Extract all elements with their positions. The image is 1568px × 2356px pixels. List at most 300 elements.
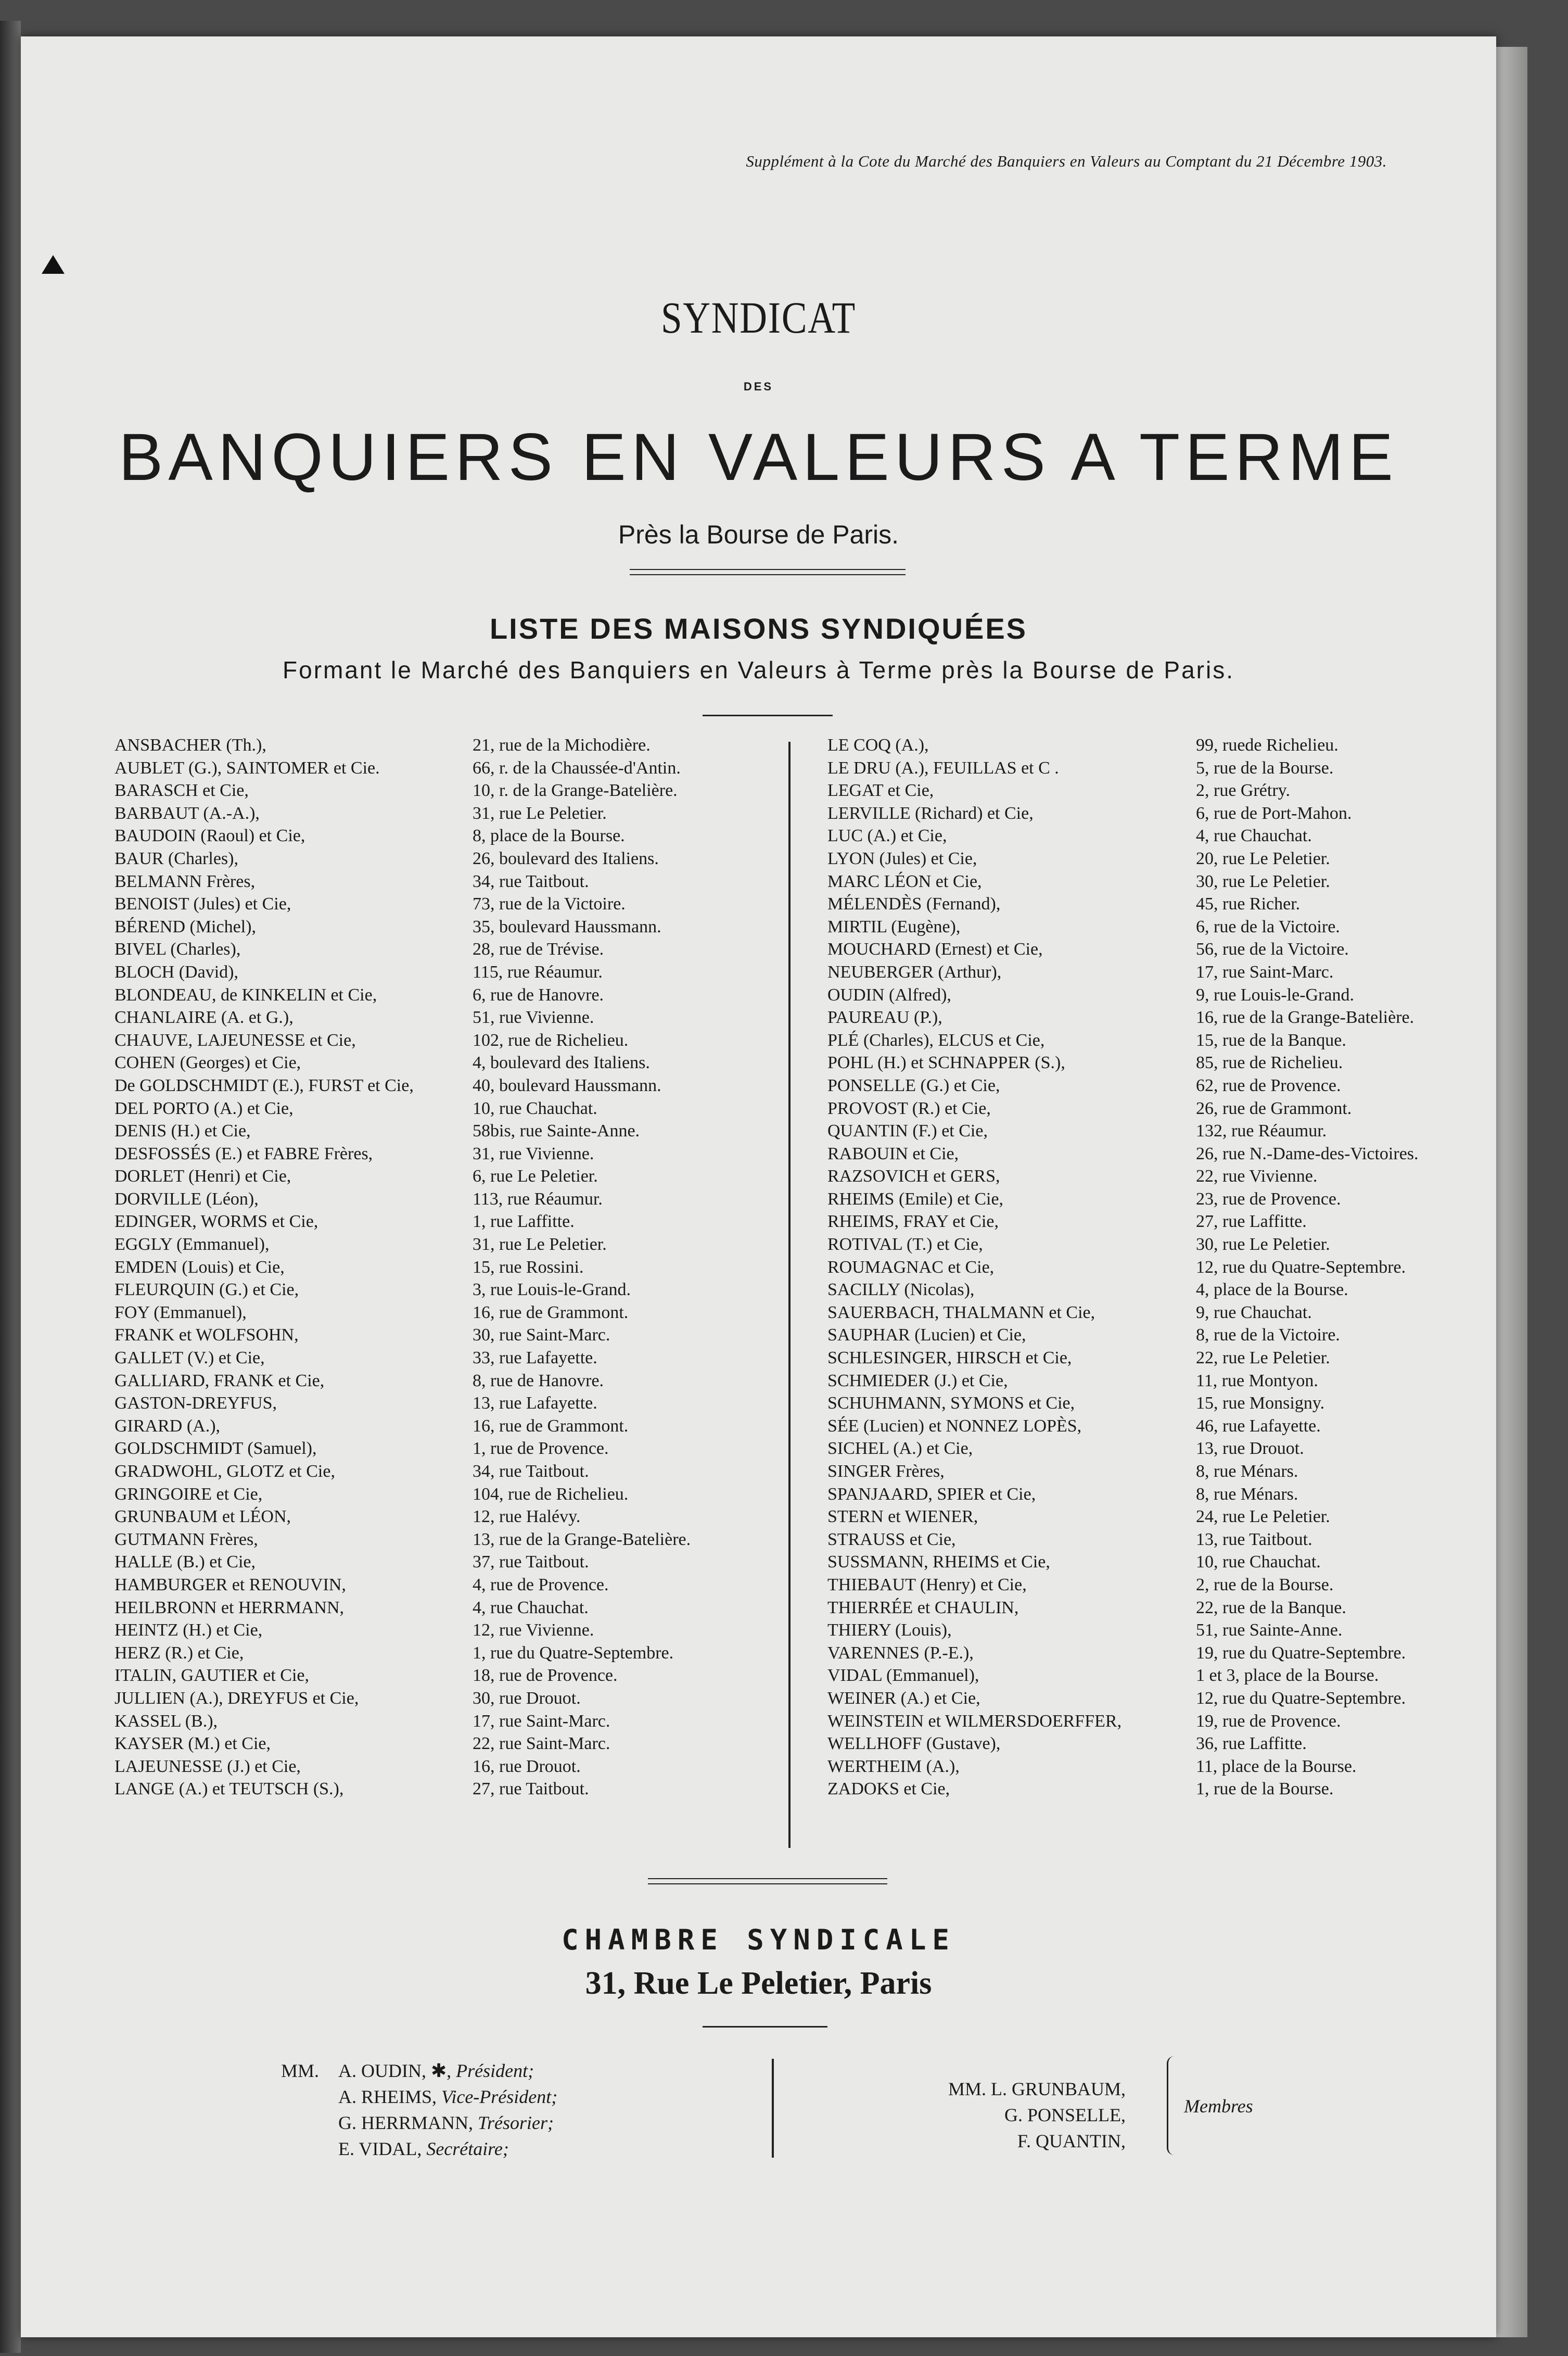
list-item <box>114 1347 760 1370</box>
supplement-note: Supplément à la Cote du Marché des Banquiers en Valeurs au Comptant du 21 Décembre 1903. <box>746 152 1387 170</box>
firm-name: PONSELLE (G.) et Cie, <box>827 1075 1000 1095</box>
firm-name: BIVEL (Charles), <box>114 940 241 959</box>
firm-name: BLOCH (David), <box>114 962 238 982</box>
list-item <box>114 938 760 961</box>
list-item <box>114 1415 760 1438</box>
firm-name: ANSBACHER (Th.), <box>114 736 266 755</box>
firm-address: 22, rue Le Peletier. <box>1196 1348 1330 1368</box>
list-item <box>827 1029 1483 1052</box>
firm-address: 1, rue de la Bourse. <box>1196 1779 1334 1799</box>
column-divider <box>788 742 791 1848</box>
firm-name: STERN et WIENER, <box>827 1507 978 1527</box>
firm-address: 8, rue Ménars. <box>1196 1484 1298 1504</box>
list-item <box>114 961 760 984</box>
list-item <box>827 1755 1483 1778</box>
member-name: L. GRUNBAUM, <box>991 2079 1126 2099</box>
firm-name: FLEURQUIN (G.) et Cie, <box>114 1280 299 1300</box>
firm-name: DORVILLE (Léon), <box>114 1189 259 1209</box>
list-item <box>827 984 1483 1007</box>
list-item <box>827 1301 1483 1324</box>
firm-name: DORLET (Henri) et Cie, <box>114 1167 291 1186</box>
firm-address: 16, rue de la Grange-Batelière. <box>1196 1008 1414 1028</box>
firm-name: MARC LÉON et Cie, <box>827 871 982 891</box>
officer-name: G. HERRMANN, <box>338 2112 474 2133</box>
firm-name: GIRARD (A.), <box>114 1416 221 1436</box>
list-item <box>827 961 1483 984</box>
officer-row <box>281 2110 557 2136</box>
firm-address: 1, rue Laffitte. <box>473 1212 575 1232</box>
firm-name: RABOUIN et Cie, <box>827 1144 959 1163</box>
list-item <box>114 847 760 870</box>
firm-name: CHAUVE, LAJEUNESSE et Cie, <box>114 1030 356 1050</box>
firm-name: HEINTZ (H.) et Cie, <box>114 1620 263 1640</box>
list-item <box>827 1460 1483 1483</box>
list-item <box>827 779 1483 802</box>
firm-address: 62, rue de Provence. <box>1196 1075 1341 1095</box>
officer-name: A. OUDIN, ✱, <box>338 2060 452 2081</box>
firm-name: WELLHOFF (Gustave), <box>827 1734 1001 1754</box>
firm-address: 15, rue Rossini. <box>473 1257 584 1277</box>
firm-address: 4, rue de Provence. <box>473 1575 609 1594</box>
list-item <box>114 1551 760 1574</box>
officer-role: Président; <box>456 2060 534 2081</box>
firm-name: LYON (Jules) et Cie, <box>827 848 977 868</box>
firm-address: 115, rue Réaumur. <box>473 962 603 982</box>
list-item <box>827 734 1483 757</box>
firm-name: SUSSMANN, RHEIMS et Cie, <box>827 1552 1050 1572</box>
list-item <box>114 984 760 1007</box>
brace-icon <box>1167 2056 1179 2155</box>
firm-address: 23, rue de Provence. <box>1196 1189 1341 1209</box>
firm-address: 37, rue Taitbout. <box>473 1552 589 1572</box>
firm-address: 15, rue Monsigny. <box>1196 1394 1325 1413</box>
firm-name: PLÉ (Charles), ELCUS et Cie, <box>827 1030 1045 1050</box>
firm-name: RHEIMS, FRAY et Cie, <box>827 1212 999 1232</box>
firm-address: 30, rue Le Peletier. <box>1196 871 1330 891</box>
list-item <box>827 870 1483 893</box>
member-row <box>929 2128 1126 2154</box>
firm-address: 15, rue de la Banque. <box>1196 1030 1346 1050</box>
liste-divider <box>703 715 833 716</box>
officer-name: E. VIDAL, <box>338 2138 422 2159</box>
firm-name: LE COQ (A.), <box>827 736 929 755</box>
firm-address: 8, rue Ménars. <box>1196 1462 1298 1481</box>
firm-name: De GOLDSCHMIDT (E.), FURST et Cie, <box>114 1075 414 1095</box>
list-item <box>114 1710 760 1733</box>
list-item <box>114 1301 760 1324</box>
firm-address: 30, rue Saint-Marc. <box>473 1325 610 1345</box>
firm-address: 51, rue Sainte-Anne. <box>1196 1620 1343 1640</box>
list-item <box>827 1528 1483 1551</box>
firm-address: 21, rue de la Michodière. <box>473 736 651 755</box>
chambre-divider <box>648 1878 887 1884</box>
firm-name: LEGAT et Cie, <box>827 781 934 801</box>
firm-name: BÉREND (Michel), <box>114 917 256 936</box>
list-item <box>827 1097 1483 1120</box>
firm-address: 4, boulevard des Italiens. <box>473 1053 650 1073</box>
firm-name: CHANLAIRE (A. et G.), <box>114 1008 294 1028</box>
list-item <box>114 1324 760 1347</box>
firm-name: GOLDSCHMIDT (Samuel), <box>114 1439 317 1459</box>
firm-name: EGGLY (Emmanuel), <box>114 1235 270 1255</box>
firm-name: AUBLET (G.), SAINTOMER et Cie. <box>114 758 380 778</box>
firm-address: 12, rue Vivienne. <box>473 1620 594 1640</box>
liste-title: LISTE DES MAISONS SYNDIQUÉES <box>489 612 1028 645</box>
firm-name: STRAUSS et Cie, <box>827 1529 956 1549</box>
member-row <box>929 2102 1126 2128</box>
firm-address: 19, rue de Provence. <box>1196 1711 1341 1731</box>
member-row <box>929 2076 1126 2102</box>
firm-name: BAUDOIN (Raoul) et Cie, <box>114 826 305 846</box>
list-item <box>114 1778 760 1801</box>
firm-name: THIERY (Louis), <box>827 1620 952 1640</box>
firm-address: 19, rue du Quatre-Septembre. <box>1196 1643 1406 1663</box>
firm-address: 16, rue de Grammont. <box>473 1302 629 1322</box>
firm-address: 51, rue Vivienne. <box>473 1008 594 1028</box>
firm-address: 10, rue Chauchat. <box>1196 1552 1321 1572</box>
firm-address: 8, rue de Hanovre. <box>473 1371 604 1390</box>
list-item <box>827 1437 1483 1460</box>
firm-name: WEINER (A.) et Cie, <box>827 1688 980 1708</box>
list-item <box>114 1370 760 1392</box>
firm-address: 20, rue Le Peletier. <box>1196 848 1330 868</box>
firm-address: 31, rue Vivienne. <box>473 1144 594 1163</box>
list-item <box>827 1642 1483 1665</box>
firm-address: 17, rue Saint-Marc. <box>1196 962 1334 982</box>
firm-address: 58bis, rue Sainte-Anne. <box>473 1121 640 1141</box>
firm-address: 66, r. de la Chaussée-d'Antin. <box>473 758 681 778</box>
list-item <box>827 1415 1483 1438</box>
list-item <box>827 1165 1483 1188</box>
list-item <box>114 1165 760 1188</box>
firm-address: 2, rue Grétry. <box>1196 781 1290 801</box>
firm-address: 102, rue de Richelieu. <box>473 1030 629 1050</box>
list-item <box>114 779 760 802</box>
members-block <box>929 2076 1126 2154</box>
firm-address: 16, rue de Grammont. <box>473 1416 629 1436</box>
members-list-left <box>114 734 760 1801</box>
firm-name: BARASCH et Cie, <box>114 781 249 801</box>
firm-address: 12, rue du Quatre-Septembre. <box>1196 1257 1406 1277</box>
firm-address: 22, rue Vivienne. <box>1196 1167 1318 1186</box>
list-item <box>827 1188 1483 1211</box>
firm-name: RAZSOVICH et GERS, <box>827 1167 1000 1186</box>
firm-address: 22, rue de la Banque. <box>1196 1598 1346 1617</box>
list-item <box>114 1755 760 1778</box>
firm-name: ITALIN, GAUTIER et Cie, <box>114 1666 310 1686</box>
firm-name: DENIS (H.) et Cie, <box>114 1121 251 1141</box>
firm-name: WEINSTEIN et WILMERSDOERFFER, <box>827 1711 1122 1731</box>
firm-address: 85, rue de Richelieu. <box>1196 1053 1343 1073</box>
list-item <box>114 1483 760 1506</box>
list-item <box>827 757 1483 780</box>
list-item <box>827 1574 1483 1597</box>
list-item <box>827 1710 1483 1733</box>
list-item <box>114 1528 760 1551</box>
firm-address: 34, rue Taitbout. <box>473 1462 589 1481</box>
list-item <box>114 802 760 825</box>
firm-address: 40, boulevard Haussmann. <box>473 1075 661 1095</box>
list-item <box>827 1551 1483 1574</box>
firm-name: VARENNES (P.-E.), <box>827 1643 974 1663</box>
list-item <box>114 1574 760 1597</box>
members-list-right <box>827 734 1483 1801</box>
list-item <box>827 1256 1483 1279</box>
firm-name: MOUCHARD (Ernest) et Cie, <box>827 940 1043 959</box>
chambre-title: CHAMBRE SYNDICALE <box>562 1923 955 1956</box>
firm-address: 11, rue Montyon. <box>1196 1371 1318 1390</box>
firm-address: 6, rue de Port-Mahon. <box>1196 803 1352 823</box>
list-item <box>114 1074 760 1097</box>
firm-name: LANGE (A.) et TEUTSCH (S.), <box>114 1779 344 1799</box>
list-item <box>827 1006 1483 1029</box>
firm-address: 5, rue de la Bourse. <box>1196 758 1334 778</box>
firm-address: 33, rue Lafayette. <box>473 1348 597 1368</box>
list-item <box>827 1074 1483 1097</box>
firm-name: DEL PORTO (A.) et Cie, <box>114 1098 294 1118</box>
list-item <box>827 1052 1483 1074</box>
list-item <box>827 1143 1483 1166</box>
list-item <box>114 1052 760 1074</box>
firm-address: 17, rue Saint-Marc. <box>473 1711 610 1731</box>
list-item <box>827 1120 1483 1143</box>
officer-role: Secrétaire; <box>426 2138 509 2159</box>
list-item <box>114 1664 760 1687</box>
list-item <box>827 1210 1483 1233</box>
list-item <box>827 1505 1483 1528</box>
list-item <box>827 1778 1483 1801</box>
firm-name: SINGER Frères, <box>827 1462 945 1481</box>
firm-address: 73, rue de la Victoire. <box>473 894 626 914</box>
firm-name: ZADOKS et Cie, <box>827 1779 950 1799</box>
firm-name: VIDAL (Emmanuel), <box>827 1666 979 1686</box>
list-item <box>114 1256 760 1279</box>
list-item <box>114 1120 760 1143</box>
officer-role: Vice-Président; <box>441 2086 558 2107</box>
firm-address: 18, rue de Provence. <box>473 1666 618 1686</box>
firm-address: 26, rue de Grammont. <box>1196 1098 1352 1118</box>
header-divider <box>630 569 906 575</box>
firm-name: KAYSER (M.) et Cie, <box>114 1734 271 1754</box>
firm-name: SPANJAARD, SPIER et Cie, <box>827 1484 1036 1504</box>
firm-address: 31, rue Le Peletier. <box>473 1235 607 1255</box>
firm-address: 24, rue Le Peletier. <box>1196 1507 1330 1527</box>
list-item <box>827 1347 1483 1370</box>
firm-name: MIRTIL (Eugène), <box>827 917 961 936</box>
list-item <box>114 1460 760 1483</box>
firm-name: BELMANN Frères, <box>114 871 256 891</box>
list-item <box>827 1233 1483 1256</box>
firm-name: HALLE (B.) et Cie, <box>114 1552 256 1572</box>
list-item <box>827 1597 1483 1619</box>
firm-name: BENOIST (Jules) et Cie, <box>114 894 291 914</box>
list-item <box>827 938 1483 961</box>
firm-address: 3, rue Louis-le-Grand. <box>473 1280 631 1300</box>
list-item <box>827 1664 1483 1687</box>
firm-name: BLONDEAU, de KINKELIN et Cie, <box>114 985 377 1005</box>
firm-name: SAUERBACH, THALMANN et Cie, <box>827 1302 1095 1322</box>
list-item <box>114 1097 760 1120</box>
firm-address: 34, rue Taitbout. <box>473 871 589 891</box>
firm-name: KASSEL (B.), <box>114 1711 218 1731</box>
list-item <box>114 1437 760 1460</box>
firm-address: 99, ruede Richelieu. <box>1196 736 1338 755</box>
firm-name: BAUR (Charles), <box>114 848 238 868</box>
firm-address: 4, rue Chauchat. <box>473 1598 589 1617</box>
chambre-address-divider <box>703 2026 827 2028</box>
firm-name: GRADWOHL, GLOTZ et Cie, <box>114 1462 335 1481</box>
title-syndicat: SYNDICAT <box>660 293 857 343</box>
firm-address: 10, rue Chauchat. <box>473 1098 597 1118</box>
officer-row <box>281 2058 557 2084</box>
list-item <box>827 1483 1483 1506</box>
firm-name: EMDEN (Louis) et Cie, <box>114 1257 285 1277</box>
member-name: G. PONSELLE, <box>1004 2105 1126 2125</box>
list-item <box>114 1029 760 1052</box>
firm-address: 2, rue de la Bourse. <box>1196 1575 1334 1594</box>
firm-name: GALLET (V.) et Cie, <box>114 1348 265 1368</box>
firm-address: 104, rue de Richelieu. <box>473 1484 629 1504</box>
officers-divider <box>772 2059 774 2158</box>
firm-name: FOY (Emmanuel), <box>114 1302 247 1322</box>
firm-name: GALLIARD, FRANK et Cie, <box>114 1371 325 1390</box>
list-item <box>114 1143 760 1166</box>
firm-address: 4, rue Chauchat. <box>1196 826 1312 846</box>
firm-address: 45, rue Richer. <box>1196 894 1301 914</box>
list-item <box>114 893 760 916</box>
firm-address: 10, r. de la Grange-Batelière. <box>473 781 678 801</box>
firm-address: 28, rue de Trévise. <box>473 940 604 959</box>
firm-address: 27, rue Taitbout. <box>473 1779 589 1799</box>
firm-name: HEILBRONN et HERRMANN, <box>114 1598 345 1617</box>
list-item <box>827 1687 1483 1710</box>
firm-name: SACILLY (Nicolas), <box>827 1280 975 1300</box>
page-stack-edge <box>1496 47 1527 2337</box>
firm-name: RHEIMS (Emile) et Cie, <box>827 1189 1004 1209</box>
list-item <box>114 825 760 847</box>
list-item <box>827 893 1483 916</box>
list-item <box>827 1732 1483 1755</box>
firm-name: BARBAUT (A.-A.), <box>114 803 260 823</box>
chambre-address: 31, Rue Le Peletier, Paris <box>585 1966 932 2001</box>
list-item <box>114 1505 760 1528</box>
list-item <box>114 1732 760 1755</box>
list-item <box>114 1619 760 1642</box>
list-item <box>114 1233 760 1256</box>
firm-name: PAUREAU (P.), <box>827 1008 942 1028</box>
list-item <box>114 1278 760 1301</box>
firm-name: SAUPHAR (Lucien) et Cie, <box>827 1325 1026 1345</box>
firm-address: 8, rue de la Victoire. <box>1196 1325 1340 1345</box>
firm-address: 16, rue Drouot. <box>473 1756 581 1776</box>
firm-address: 26, rue N.-Dame-des-Victoires. <box>1196 1144 1419 1163</box>
title-main: BANQUIERS EN VALEURS A TERME <box>119 420 1398 495</box>
list-item <box>114 1687 760 1710</box>
firm-name: DESFOSSÉS (E.) et FABRE Frères, <box>114 1144 373 1163</box>
list-item <box>114 1006 760 1029</box>
firm-address: 9, rue Chauchat. <box>1196 1302 1312 1322</box>
firm-name: POHL (H.) et SCHNAPPER (S.), <box>827 1053 1065 1073</box>
firm-name: THIERRÉE et CHAULIN, <box>827 1598 1019 1617</box>
firm-name: OUDIN (Alfred), <box>827 985 951 1005</box>
firm-address: 13, rue Taitbout. <box>1196 1529 1312 1549</box>
firm-address: 1 et 3, place de la Bourse. <box>1196 1666 1379 1686</box>
firm-name: HERZ (R.) et Cie, <box>114 1643 244 1663</box>
firm-address: 56, rue de la Victoire. <box>1196 940 1349 959</box>
mm-label: MM. <box>281 2060 320 2081</box>
liste-subtitle: Formant le Marché des Banquiers en Valeurs à Terme près la Bourse de Paris. <box>283 656 1234 683</box>
firm-name: LAJEUNESSE (J.) et Cie, <box>114 1756 301 1776</box>
firm-address: 12, rue Halévy. <box>473 1507 581 1527</box>
firm-name: PROVOST (R.) et Cie, <box>827 1098 991 1118</box>
list-item <box>827 1619 1483 1642</box>
list-item <box>827 825 1483 847</box>
firm-address: 13, rue Lafayette. <box>473 1394 597 1413</box>
list-item <box>114 1210 760 1233</box>
margin-mark-icon <box>42 255 65 274</box>
firm-name: ROUMAGNAC et Cie, <box>827 1257 995 1277</box>
firm-name: EDINGER, WORMS et Cie, <box>114 1212 318 1232</box>
firm-name: JULLIEN (A.), DREYFUS et Cie, <box>114 1688 359 1708</box>
firm-name: GASTON-DREYFUS, <box>114 1394 277 1413</box>
firm-address: 31, rue Le Peletier. <box>473 803 607 823</box>
firm-name: GRINGOIRE et Cie, <box>114 1484 263 1504</box>
officer-row <box>281 2136 557 2162</box>
document-page <box>21 36 1496 2337</box>
firm-name: GUTMANN Frères, <box>114 1529 258 1549</box>
firm-address: 12, rue du Quatre-Septembre. <box>1196 1688 1406 1708</box>
firm-address: 46, rue Lafayette. <box>1196 1416 1321 1436</box>
firm-name: THIEBAUT (Henry) et Cie, <box>827 1575 1027 1594</box>
title-des: DES <box>743 380 774 393</box>
firm-name: COHEN (Georges) et Cie, <box>114 1053 301 1073</box>
list-item <box>114 1642 760 1665</box>
firm-name: WERTHEIM (A.), <box>827 1756 960 1776</box>
firm-name: SCHLESINGER, HIRSCH et Cie, <box>827 1348 1072 1368</box>
list-item <box>827 1370 1483 1392</box>
firm-address: 8, place de la Bourse. <box>473 826 625 846</box>
mm-label: MM. <box>948 2079 986 2099</box>
officer-row <box>281 2084 557 2110</box>
firm-name: ROTIVAL (T.) et Cie, <box>827 1235 983 1255</box>
member-name: F. QUANTIN, <box>1017 2131 1126 2151</box>
officer-role: Trésorier; <box>478 2112 554 2133</box>
firm-address: 13, rue Drouot. <box>1196 1439 1304 1459</box>
firm-name: SÉE (Lucien) et NONNEZ LOPÈS, <box>827 1416 1082 1436</box>
members-label: Membres <box>1184 2096 1253 2117</box>
firm-address: 6, rue de la Victoire. <box>1196 917 1340 936</box>
firm-address: 132, rue Réaumur. <box>1196 1121 1327 1141</box>
firm-address: 13, rue de la Grange-Batelière. <box>473 1529 691 1549</box>
firm-name: SICHEL (A.) et Cie, <box>827 1439 973 1459</box>
firm-name: MÉLENDÈS (Fernand), <box>827 894 1001 914</box>
firm-address: 35, boulevard Haussmann. <box>473 917 661 936</box>
firm-name: GRUNBAUM et LÉON, <box>114 1507 291 1527</box>
list-item <box>114 870 760 893</box>
list-item <box>827 802 1483 825</box>
firm-name: LERVILLE (Richard) et Cie, <box>827 803 1034 823</box>
list-item <box>114 734 760 757</box>
list-item <box>827 1278 1483 1301</box>
firm-name: SCHMIEDER (J.) et Cie, <box>827 1371 1008 1390</box>
firm-name: FRANK et WOLFSOHN, <box>114 1325 299 1345</box>
firm-address: 30, rue Le Peletier. <box>1196 1235 1330 1255</box>
title-location: Près la Bourse de Paris. <box>618 520 899 549</box>
firm-address: 26, boulevard des Italiens. <box>473 848 659 868</box>
officer-name: A. RHEIMS, <box>338 2086 437 2107</box>
firm-name: LUC (A.) et Cie, <box>827 826 947 846</box>
firm-address: 6, rue Le Peletier. <box>473 1167 598 1186</box>
